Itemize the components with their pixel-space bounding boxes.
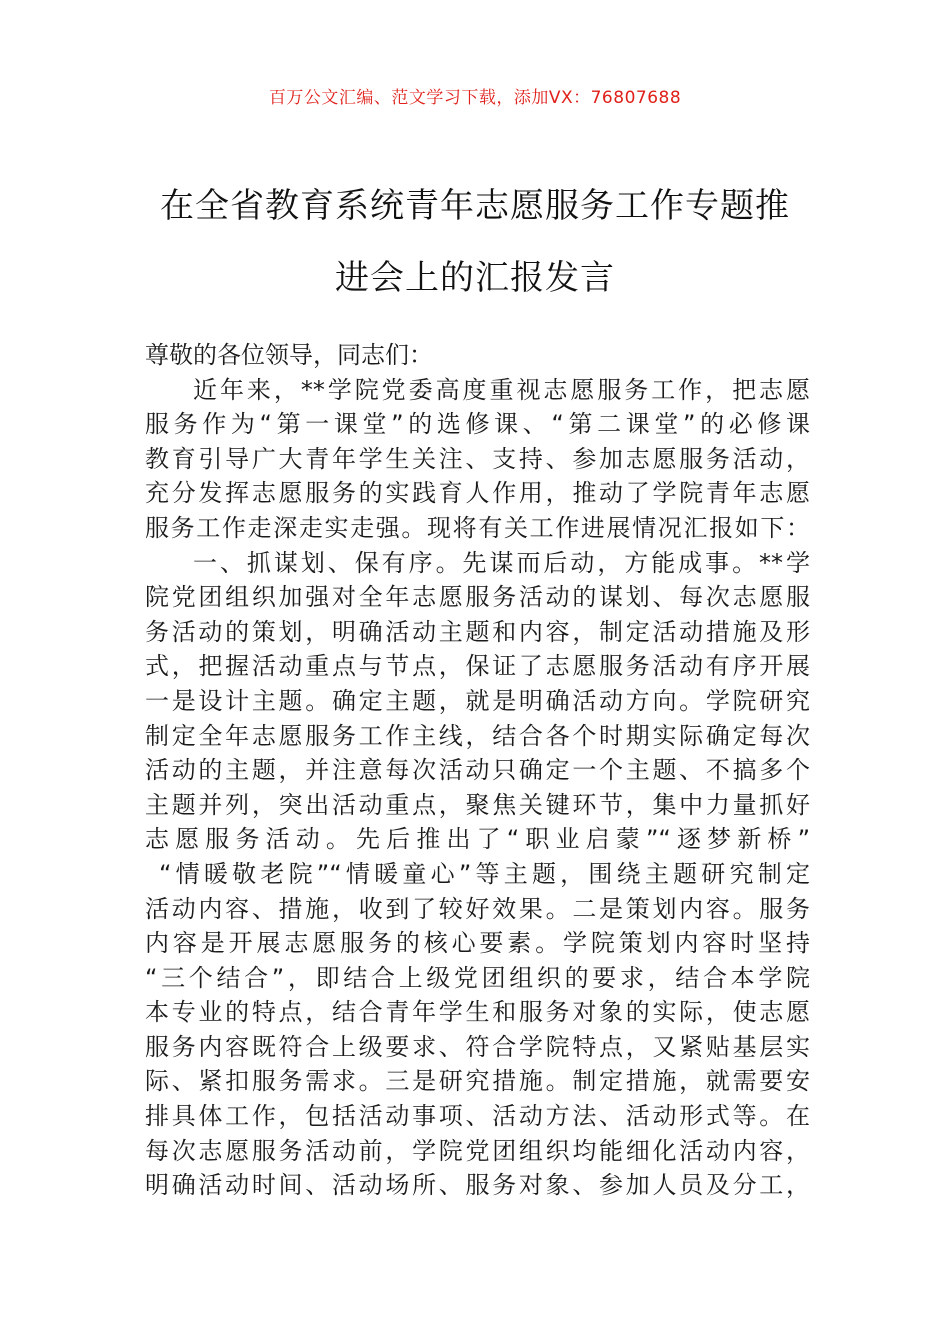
paragraph-line: “情暖敬老院”“情暖童心”等主题，围绕主题研究制定 xyxy=(159,859,810,888)
paragraph-line: 一是设计主题。确定主题，就是明确活动方向。学院研究 xyxy=(145,686,810,715)
paragraph-line: 制定全年志愿服务工作主线，结合各个时期实际确定每次 xyxy=(145,721,810,750)
document-body xyxy=(145,338,810,1203)
paragraph-line: 院党团组织加强对全年志愿服务活动的谋划、每次志愿服 xyxy=(145,583,810,612)
paragraph-line: 活动的主题，并注意每次活动只确定一个主题、不搞多个 xyxy=(145,756,810,785)
paragraph-line: 服务内容既符合上级要求、符合学院特点，又紧贴基层实 xyxy=(145,1032,810,1061)
paragraph-line: 充分发挥志愿服务的实践育人作用，推动了学院青年志愿 xyxy=(145,479,810,508)
paragraph-line: 志愿服务活动。先后推出了“职业启蒙”“逐梦新桥” xyxy=(145,825,810,854)
paragraph-line: 每次志愿服务活动前，学院党团组织均能细化活动内容， xyxy=(145,1136,810,1165)
paragraph-line: 服务作为“第一课堂”的选修课、“第二课堂”的必修课 xyxy=(145,410,810,439)
paragraph-line: 务活动的策划，明确活动主题和内容，制定活动措施及形 xyxy=(145,617,810,646)
paragraph-line: 服务工作走深走实走强。现将有关工作进展情况汇报如下： xyxy=(145,513,810,542)
title-line-2: 进会上的汇报发言 xyxy=(335,258,615,298)
paragraph-line: 式，把握活动重点与节点，保证了志愿服务活动有序开展 xyxy=(145,652,810,681)
paragraph-line: 教育引导广大青年学生关注、支持、参加志愿服务活动， xyxy=(145,444,810,473)
paragraph-line: 近年来，**学院党委高度重视志愿服务工作，把志愿 xyxy=(193,375,810,404)
paragraph-line: “三个结合”，即结合上级党团组织的要求，结合本学院 xyxy=(145,963,810,992)
paragraph-line: 内容是开展志愿服务的核心要素。学院策划内容时坚持 xyxy=(145,929,810,958)
paragraph-line: 主题并列，突出活动重点，聚焦关键环节，集中力量抓好 xyxy=(145,790,810,819)
paragraph-line: 本专业的特点，结合青年学生和服务对象的实际，使志愿 xyxy=(145,998,810,1027)
paragraph-line: 活动内容、措施，收到了较好效果。二是策划内容。服务 xyxy=(145,894,810,923)
paragraph-line: 一、抓谋划、保有序。先谋而后动，方能成事。**学 xyxy=(193,548,810,577)
paragraph-line: 际、紧扣服务需求。三是研究措施。制定措施，就需要安 xyxy=(145,1067,810,1096)
paragraph-line: 排具体工作，包括活动事项、活动方法、活动形式等。在 xyxy=(145,1102,810,1131)
salutation: 尊敬的各位领导，同志们： xyxy=(145,341,433,369)
title-line-1: 在全省教育系统青年志愿服务工作专题推 xyxy=(160,186,790,226)
promo-header-text: 百万公文汇编、范文学习下载，添加VX：76807688 xyxy=(268,88,682,108)
paragraph-line: 明确活动时间、活动场所、服务对象、参加人员及分工， xyxy=(145,1171,810,1200)
document-title xyxy=(100,170,850,314)
